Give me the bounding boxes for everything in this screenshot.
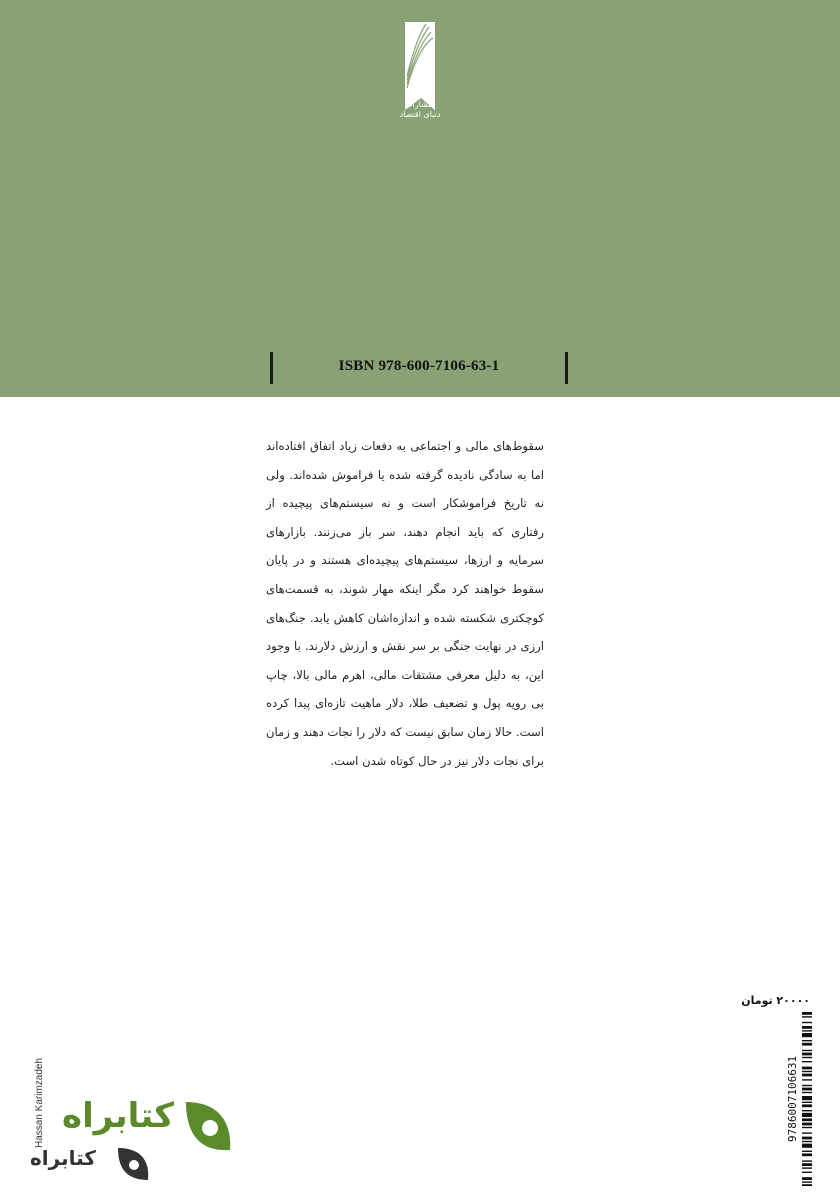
isbn-right-tick: [565, 352, 568, 384]
designer-credit: Hassan Karimzadeh: [34, 1057, 45, 1148]
ketabrah-leaf-small-icon: [114, 1142, 152, 1182]
isbn-number: ISBN 978-600-7106-63-1: [338, 358, 500, 374]
publisher-name-line2: دنیای اقتصاد: [399, 110, 441, 119]
publisher-name: [380, 100, 460, 120]
publisher-name-line1: انتشارات: [404, 100, 436, 109]
isbn-bar: [270, 352, 568, 384]
price-label: ۲۰۰۰۰ تومان: [741, 994, 810, 1007]
watermark-large-text: کتابراه: [62, 1096, 175, 1136]
barcode-digits: 9786007106631: [786, 1012, 802, 1186]
ketabrah-leaf-icon: [180, 1094, 236, 1154]
cover-top-band: [0, 0, 840, 397]
ketabrah-watermark-small: [30, 1140, 150, 1184]
back-cover-blurb: سقوط‌های مالی و اجتماعی به دفعات زیاد اتفاق افتاده‌اند اما به سادگی نادیده گرفته شده یا فراموش شده‌اند. ولی نه تاریخ فراموشکار است و نه سیستم‌های پیچیده از رفتاری که باید انجام دهند، سر باز می‌زنند. بازارهای سرمایه و ارزها، سیستم‌های پیچیده‌ای هستند و در پایان سقوط خواهند کرد مگر اینکه مهار شوند، به قسمت‌های کوچکتری شکسته شده و اندازه‌اشان کاهش یابد. جنگ‌های ارزی در نهایت جنگی بر سر نقش و ارزش دلارند. با وجود این، به دلیل معرفی مشتقات مالی، اهرم مالی بالا، چاپ بی رویه پول و تضعیف طلا، دلار ماهیت تازه‌ای پیدا کرده است. حالا زمان سابق نیست که دلار را نجات دهند و زمان برای نجات دلار نیز در حال کوتاه شدن است.: [266, 439, 544, 768]
watermark-small-text: کتابراه: [30, 1146, 96, 1170]
